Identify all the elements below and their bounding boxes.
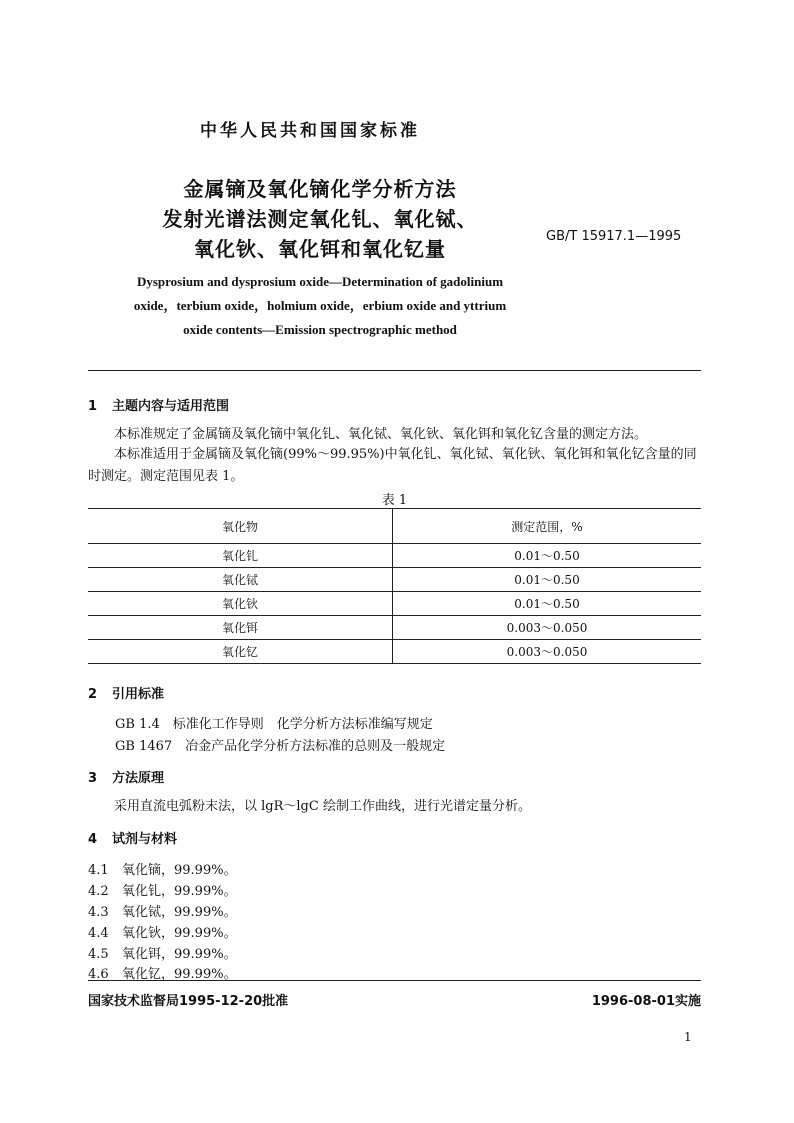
approval-line: 国家技术监督局1995-12-20批准	[88, 994, 289, 1009]
item-number: 4.4	[88, 926, 109, 941]
table-cell: 氧化钬	[88, 592, 393, 616]
table-cell: 0.003～0.050	[393, 616, 702, 640]
table-cell: 氧化铒	[88, 616, 393, 640]
section-number: 3	[88, 771, 98, 786]
list-item	[88, 880, 237, 899]
item-number: 4.6	[88, 967, 109, 982]
item-number: 4.3	[88, 905, 109, 920]
implementation-date: 1996-08-01实施	[591, 994, 701, 1009]
table-caption: 表 1	[381, 493, 408, 508]
list-item	[88, 859, 237, 878]
item-text: 氧化铽，99.99%。	[122, 905, 237, 920]
section-3-paragraph: 采用直流电弧粉末法，以 lgR～lgC 绘制工作曲线，进行光谱定量分析。	[114, 799, 531, 814]
section-number: 1	[88, 399, 98, 414]
item-text: 氧化镝，99.99%。	[122, 863, 237, 878]
table-header-row	[88, 509, 701, 544]
table-row	[88, 592, 701, 616]
section-1-paragraph-2: 本标准适用于金属镝及氧化镝(99%～99.95%)中氧化钆、氧化铽、氧化钬、氧化铒和氧化钇含量的同时测定。测定范围见表 1。	[88, 447, 697, 484]
section-number: 2	[88, 687, 98, 702]
section-1-heading	[88, 395, 229, 414]
table-cell: 氧化钇	[88, 640, 393, 664]
table-row	[88, 544, 701, 568]
item-text: 氧化钬，99.99%。	[122, 926, 237, 941]
table-header-cell: 测定范围，%	[393, 509, 702, 544]
footer-divider	[88, 980, 701, 981]
table-cell: 0.01～0.50	[393, 568, 702, 592]
reference-item: GB 1.4 标准化工作导则 化学分析方法标准编写规定	[115, 717, 433, 732]
table-1	[88, 508, 701, 664]
section-1-paragraph-1: 本标准规定了金属镝及氧化镝中氧化钆、氧化铽、氧化钬、氧化铒和氧化钇含量的测定方法。	[114, 427, 648, 442]
section-number: 4	[88, 832, 98, 847]
table-cell: 0.01～0.50	[393, 592, 702, 616]
table-row	[88, 640, 701, 664]
section-title: 主题内容与适用范围	[112, 399, 230, 414]
document-title-line-2: 发射光谱法测定氧化钆、氧化铽、	[162, 207, 478, 231]
section-2-heading	[88, 683, 164, 702]
english-title	[100, 270, 540, 342]
item-number: 4.1	[88, 863, 109, 878]
section-title: 引用标准	[112, 687, 165, 702]
table-cell: 氧化铽	[88, 568, 393, 592]
table-row	[88, 568, 701, 592]
standard-number: GB/T 15917.1—1995	[546, 229, 682, 244]
header-divider	[88, 370, 701, 371]
section-3-heading	[88, 767, 164, 786]
table-cell: 氧化钆	[88, 544, 393, 568]
national-standard-label: 中华人民共和国国家标准	[200, 121, 420, 141]
section-title: 试剂与材料	[112, 832, 178, 847]
list-item	[88, 943, 237, 962]
english-title-line-2: oxide，terbium oxide，holmium oxide，erbium oxide and yttrium	[133, 298, 507, 313]
item-text: 氧化钆，99.99%。	[122, 884, 237, 899]
reference-item: GB 1467 冶金产品化学分析方法标准的总则及一般规定	[115, 739, 446, 754]
item-number: 4.5	[88, 947, 109, 962]
page-number: 1	[684, 1030, 692, 1044]
item-text: 氧化铒，99.99%。	[122, 947, 237, 962]
table-header-cell: 氧化物	[88, 509, 393, 544]
document-title-line-1: 金属镝及氧化镝化学分析方法	[183, 177, 457, 201]
english-title-line-3: oxide contents—Emission spectrographic method	[183, 322, 457, 337]
item-number: 4.2	[88, 884, 109, 899]
table-cell: 0.01～0.50	[393, 544, 702, 568]
section-4-heading	[88, 828, 177, 847]
section-title: 方法原理	[112, 771, 165, 786]
table-cell: 0.003～0.050	[393, 640, 702, 664]
list-item	[88, 901, 237, 920]
list-item	[88, 922, 237, 941]
item-text: 氧化钇，99.99%。	[122, 967, 237, 982]
document-title-line-3: 氧化钬、氧化铒和氧化钇量	[194, 237, 446, 261]
table-row	[88, 616, 701, 640]
english-title-line-1: Dysprosium and dysprosium oxide—Determination of gadolinium	[136, 274, 504, 289]
